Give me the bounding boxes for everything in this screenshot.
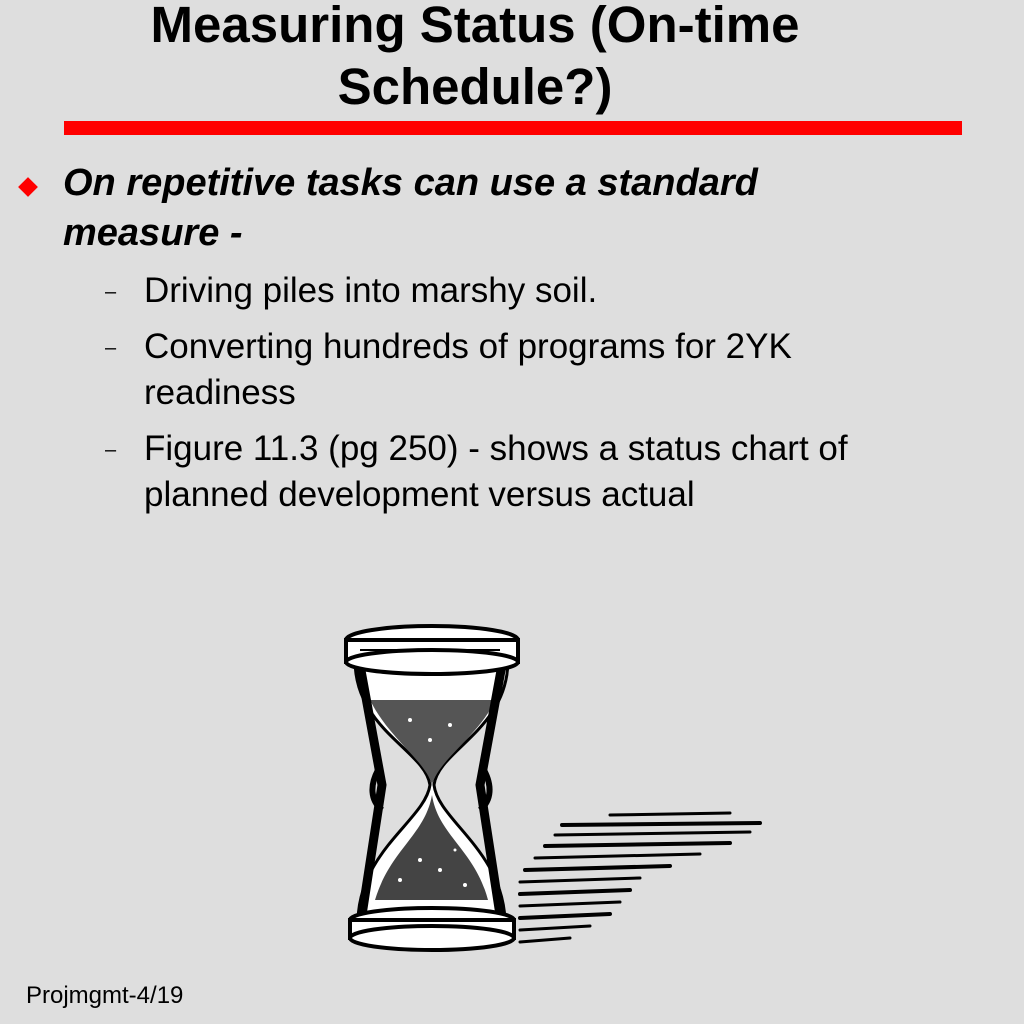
title-line-1: Measuring Status (On-time xyxy=(150,0,800,53)
hourglass-shadow xyxy=(520,813,760,942)
sub-bullet-item xyxy=(105,268,965,314)
title-line-2: Schedule?) xyxy=(337,58,613,115)
sub-bullet-item xyxy=(105,324,965,416)
slide-footer: Projmgmt-4/19 xyxy=(26,982,184,1009)
sub-bullet-text xyxy=(144,426,965,518)
sub-bullet-list xyxy=(105,268,965,528)
sub-bullet-item xyxy=(105,426,965,518)
dash-bullet-icon: – xyxy=(105,281,117,303)
bullet-main xyxy=(17,158,917,258)
sub-bullet-line-1: Driving piles into marshy soil. xyxy=(144,271,598,310)
diamond-bullet-icon xyxy=(18,177,38,197)
hourglass-icon xyxy=(330,610,780,970)
dash-bullet-icon: – xyxy=(105,439,117,461)
slide-title xyxy=(0,0,950,118)
bullet-main-line-2: measure - xyxy=(63,212,243,254)
title-underline xyxy=(64,121,962,135)
sub-bullet-text xyxy=(144,324,965,416)
bullet-main-line-1: On repetitive tasks can use a standard xyxy=(63,162,758,204)
sub-bullet-line-1: Converting hundreds of programs for 2YK xyxy=(144,327,792,366)
dash-bullet-icon: – xyxy=(105,337,117,359)
sub-bullet-line-2: planned development versus actual xyxy=(144,475,695,514)
sub-bullet-line-2: readiness xyxy=(144,373,296,412)
sub-bullet-text xyxy=(144,268,965,314)
sub-bullet-line-1: Figure 11.3 (pg 250) - shows a status chart of xyxy=(144,429,848,468)
bullet-main-text xyxy=(63,158,917,258)
